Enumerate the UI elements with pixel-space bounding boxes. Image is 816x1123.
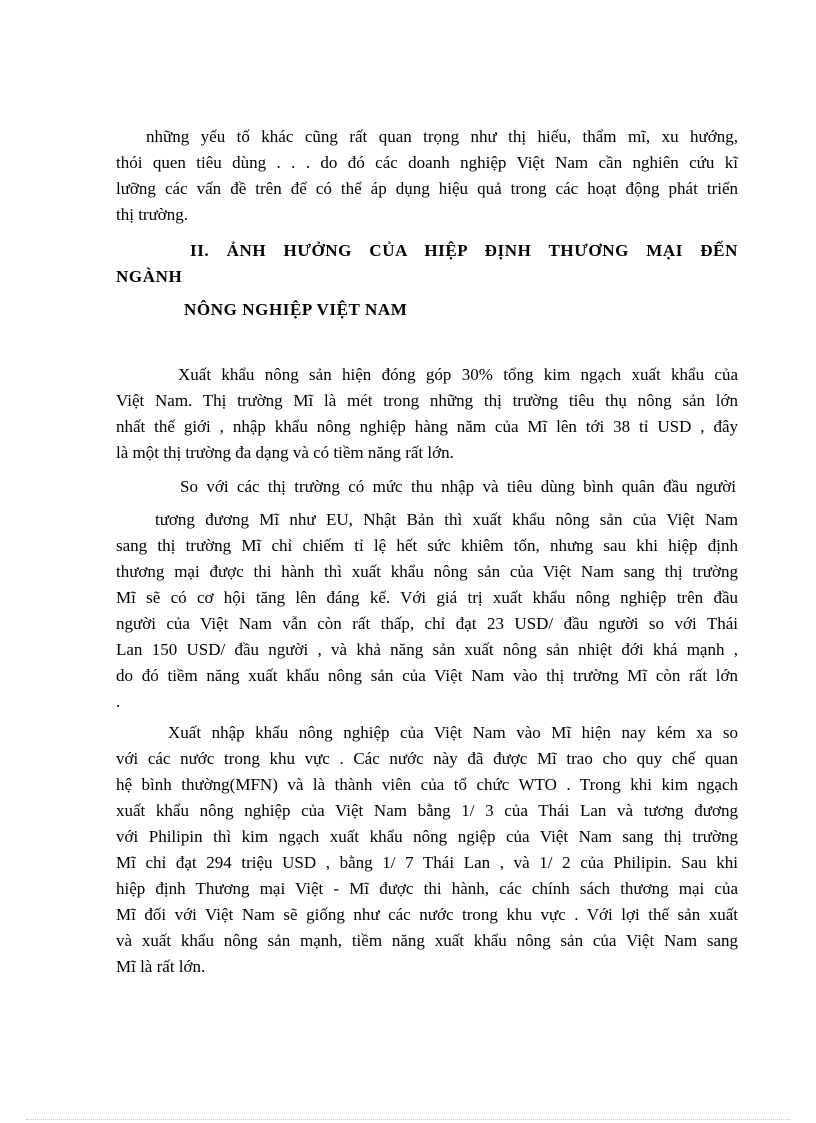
paragraph-line: tương đương Mĩ như EU, Nhật Bản thì xuất khẩu nông sản của Việt Nam [155,510,738,529]
paragraph-line: những yếu tố khác cũng rất quan trọng như thị hiếu, thẩm mĩ, xu hướng, [146,127,738,146]
paragraph-line: thị trường. [116,205,189,224]
paragraph-line: người của Việt Nam vẫn còn rất thấp, chỉ đạt 23 USD/ đầu người so với Thái [116,614,738,633]
paragraph-line: thương mại được thi hành thì xuất khẩu nông sản của Việt Nam sang thị trường [116,562,738,581]
paragraph-line: Mĩ sẽ có cơ hội tăng lên đáng kể. Với giá trị xuất khẩu nông nghiệp trên đầu [116,588,738,607]
paragraph-3-body [116,533,738,715]
paragraph-line: lưỡng các vấn đề trên để có thể áp dụng hiệu quả trong các hoạt động phát triển [116,179,738,198]
paragraph-3-body-first [155,507,738,533]
paragraph-line: là một thị trường đa dạng và có tiềm năng rất lớn. [116,443,454,462]
page-bottom-divider [26,1119,790,1120]
paragraph-line: Mĩ là rất lớn. [116,957,206,976]
paragraph-4-first [168,720,738,746]
paragraph-1 [146,124,738,150]
paragraph-line: Việt Nam. Thị trường Mĩ là mét trong những thị trường tiêu thụ nông sản lớn [116,391,738,410]
paragraph-line: thói quen tiêu dùng . . . do đó các doanh nghiệp Việt Nam cần nghiên cứu kĩ [116,153,738,172]
paragraph-line: nhất thế giới , nhập khẩu nông nghiệp hàng năm của Mĩ lên tới 38 tỉ USD , đây [116,417,738,436]
paragraph-line: Mĩ chỉ đạt 294 triệu USD , bằng 1/ 7 Thái Lan , và 1/ 2 của Philipin. Sau khi [116,853,738,872]
paragraph-line: hiệp định Thương mại Việt - Mĩ được thi hành, các chính sách thương mại của [116,879,738,898]
paragraph-line: Mĩ đối với Việt Nam sẽ giống như các nước trong khu vực . Với lợi thế sản xuất [116,905,738,924]
section-heading: II. ẢNH HƯỞNG CỦA HIỆP ĐỊNH THƯƠNG MẠI ĐẾN [190,241,738,260]
paragraph-line: . [116,692,121,711]
paragraph-line: với Philipin thì kim ngạch xuất khẩu nông ngiệp của Việt Nam sang thị trường [116,827,738,846]
paragraph-line: Lan 150 USD/ đầu người , và khả năng sản xuất nông sản nhiệt đới khá mạnh , [116,640,738,659]
paragraph-line: và xuất khẩu nông sản mạnh, tiềm năng xuất khẩu nông sản của Việt Nam sang [116,931,738,950]
paragraph-2-body [116,388,738,466]
paragraph-line: với các nước trong khu vực . Các nước này đã được Mĩ trao cho quy chế quan [116,749,738,768]
paragraph-2-first [178,362,738,388]
paragraph-line: sang thị trường Mĩ chỉ chiếm tỉ lệ hết sức khiêm tốn, nhưng sau khi hiệp định [116,536,738,555]
section-subheading: NÔNG NGHIỆP VIỆT NAM [184,300,408,319]
paragraph-3-first [180,474,736,500]
paragraph-line: So với các thị trường có mức thu nhập và tiêu dùng bình quân đầu người [180,477,736,496]
section-heading-continued: NGÀNH [116,267,183,286]
paragraph-line: Xuất nhập khẩu nông nghiệp của Việt Nam vào Mĩ hiện nay kém xa so [168,723,738,742]
paragraph-line: hệ bình thường(MFN) và là thành viên của tổ chức WTO . Trong khi kim ngạch [116,775,738,794]
paragraph-line: do đó tiềm năng xuất khẩu nông sản của Việt Nam vào thị trường Mĩ còn rất lớn [116,666,738,685]
paragraph-1-body [116,150,738,228]
paragraph-line: Xuất khẩu nông sản hiện đóng góp 30% tổng kim ngạch xuất khẩu của [178,365,738,384]
paragraph-4-body [116,746,738,980]
paragraph-line: xuất khẩu nông nghiệp của Việt Nam bằng 1/ 3 của Thái Lan và tương đương [116,801,738,820]
